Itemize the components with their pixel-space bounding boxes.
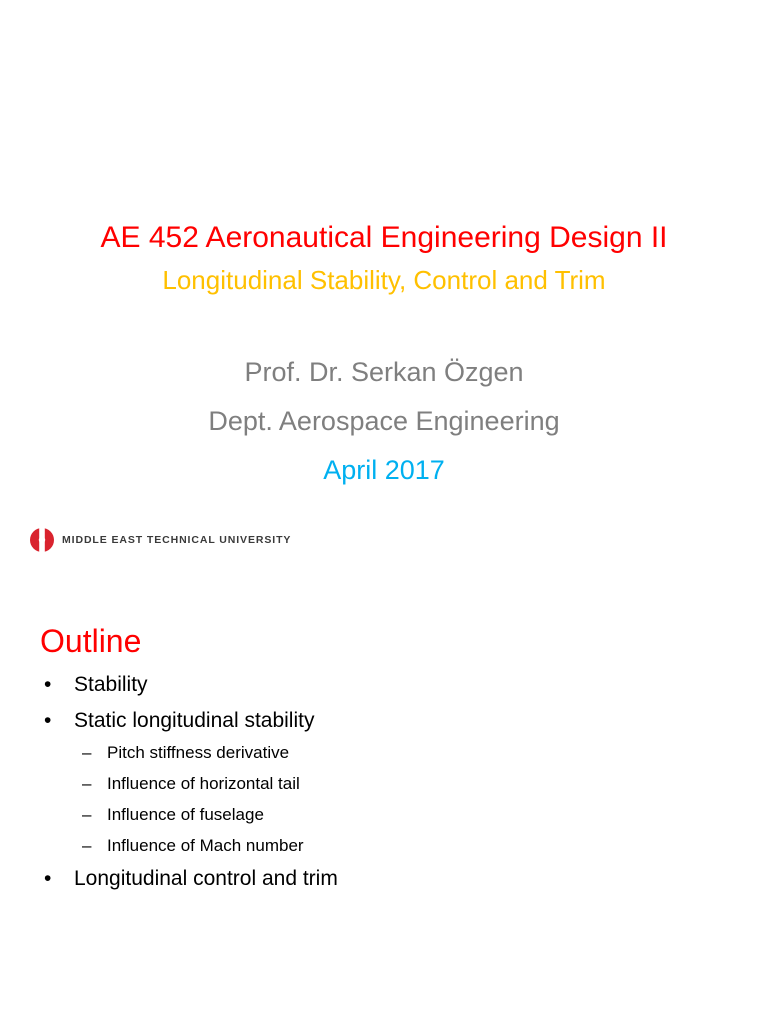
metu-logo-icon bbox=[29, 527, 55, 553]
dash-icon: – bbox=[82, 836, 92, 855]
presentation-date: April 2017 bbox=[323, 455, 445, 485]
slide-subtitle: Longitudinal Stability, Control and Trim bbox=[162, 265, 606, 295]
dash-icon: – bbox=[82, 774, 92, 793]
list-item bbox=[44, 670, 744, 700]
slide-title: AE 452 Aeronautical Engineering Design II bbox=[100, 221, 668, 254]
dash-icon: – bbox=[82, 805, 92, 824]
sub-list-item bbox=[44, 803, 744, 827]
sub-list-item-label: Influence of horizontal tail bbox=[107, 774, 300, 793]
bullet-icon: • bbox=[44, 673, 52, 696]
sub-list-item-label: Pitch stiffness derivative bbox=[107, 743, 290, 762]
sub-list-item-label: Influence of Mach number bbox=[107, 836, 304, 855]
sub-list-item bbox=[44, 772, 744, 796]
bullet-icon: • bbox=[44, 867, 52, 890]
outline-list bbox=[44, 670, 744, 894]
sub-list-item bbox=[44, 741, 744, 765]
department-name: Dept. Aerospace Engineering bbox=[208, 406, 560, 436]
sub-list-item-label: Influence of fuselage bbox=[107, 805, 264, 824]
list-item bbox=[44, 706, 744, 736]
author-name: Prof. Dr. Serkan Özgen bbox=[244, 357, 524, 387]
dash-icon: – bbox=[82, 743, 92, 762]
list-item-label: Stability bbox=[74, 673, 148, 696]
bullet-icon: • bbox=[44, 709, 52, 732]
university-name: MIDDLE EAST TECHNICAL UNIVERSITY bbox=[62, 534, 292, 546]
university-logo bbox=[29, 527, 291, 553]
list-item-label: Longitudinal control and trim bbox=[74, 867, 338, 890]
outline-heading: Outline bbox=[40, 623, 142, 659]
list-item-label: Static longitudinal stability bbox=[74, 709, 315, 732]
sub-list-item bbox=[44, 834, 744, 858]
list-item bbox=[44, 864, 744, 894]
